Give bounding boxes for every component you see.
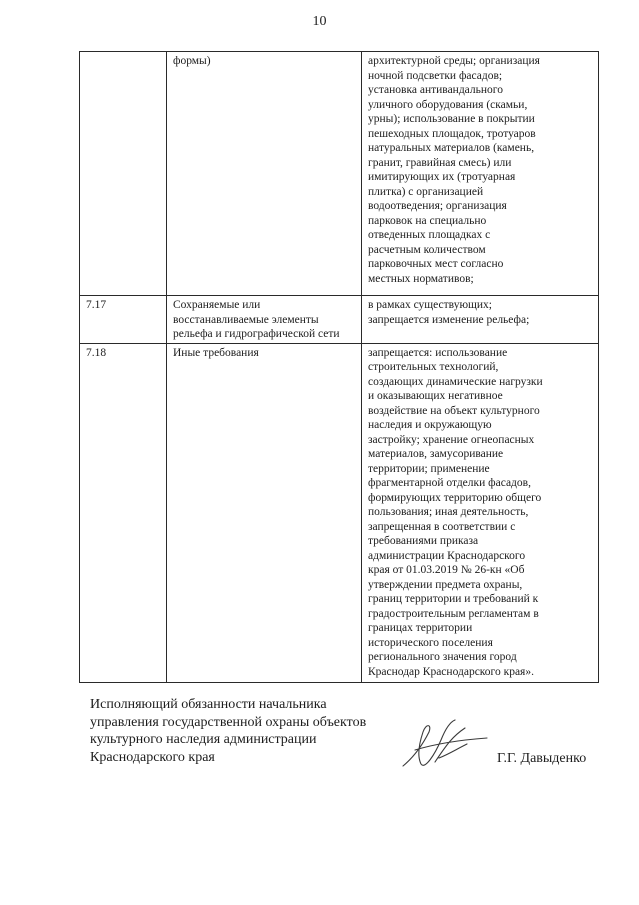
requirement-line: пешеходных площадок, тротуаров <box>368 127 536 140</box>
requirement-line: гранит, гравийная смесь) или <box>368 156 512 169</box>
position-line: управления государственной охраны объектов <box>90 714 367 730</box>
position-line: Краснодарского края <box>90 749 215 765</box>
requirement-line: отведенных площадках с <box>368 229 491 241</box>
requirement-line: местных нормативов; <box>368 272 474 285</box>
requirement-line: в рамках существующих; <box>368 299 492 311</box>
requirement-line: застройку; хранение огнеопасных <box>368 433 535 446</box>
signatory-name: Г.Г. Давыденко <box>497 751 587 766</box>
requirement-line: уличного оборудования (скамьи, <box>368 98 528 111</box>
row-number-cell: 7.18 <box>80 343 167 682</box>
row-number-cell: 7.17 <box>80 296 167 344</box>
requirement-line: плитка) с организацией <box>368 185 484 198</box>
requirement-line: территории; применение <box>368 462 490 475</box>
requirement-line: границах территории <box>368 622 473 634</box>
element-name-cell: Иные требования <box>167 343 362 682</box>
handwritten-signature <box>395 714 495 774</box>
requirement-line: строительных технологий, <box>368 361 499 373</box>
requirements-cell <box>362 343 599 682</box>
page-number: 10 <box>312 14 327 29</box>
requirement-line: расчетным количеством <box>368 243 486 256</box>
requirement-line: фрагментарной отделки фасадов, <box>368 477 531 489</box>
requirement-line: парковочных мест согласно <box>368 258 504 270</box>
requirement-line: Краснодар Краснодарского края». <box>368 665 534 678</box>
requirement-line: запрещенная в соответствии с <box>368 520 516 533</box>
table-row <box>80 52 599 296</box>
table-row <box>80 343 599 682</box>
requirement-line: и оказывающих негативное <box>368 390 503 402</box>
requirement-line: края от 01.03.2019 № 26-кн «Об <box>368 564 525 576</box>
row-number-cell <box>80 52 167 296</box>
requirement-line: водоотведения; организация <box>368 200 507 212</box>
table-row <box>80 296 599 344</box>
requirements-cell <box>362 296 599 344</box>
requirement-line: градостроительным регламентам в <box>368 607 539 620</box>
requirement-line: наследия и окружающую <box>368 419 492 431</box>
element-name-cell: Сохраняемые или восстанавливаемые элементы рельефа и гидрографической сети <box>167 296 362 344</box>
requirement-line: границ территории и требований к <box>368 593 539 605</box>
position-line: Исполняющий обязанности начальника <box>90 697 327 712</box>
requirement-line: утверждении предмета охраны, <box>368 578 523 591</box>
requirement-line: формирующих территорию общего <box>368 491 542 504</box>
requirement-line: имитирующих их (тротуарная <box>368 171 516 183</box>
signatory-position <box>90 696 366 766</box>
requirement-line: пользования; иная деятельность, <box>368 506 529 518</box>
requirement-line: воздействие на объект культурного <box>368 404 540 417</box>
requirement-line: создающих динамические нагрузки <box>368 375 543 388</box>
position-line: культурного наследия администрации <box>90 732 317 747</box>
requirement-line: требованиями приказа <box>368 535 479 547</box>
requirement-line: архитектурной среды; организация <box>368 55 540 67</box>
requirements-table <box>79 51 599 683</box>
requirement-line: администрации Краснодарского <box>368 549 526 562</box>
requirement-line: запрещается изменение рельефа; <box>368 313 530 326</box>
requirement-line: материалов, замусоривание <box>368 448 504 460</box>
requirement-line: регионального значения город <box>368 651 517 663</box>
requirement-line: запрещается: использование <box>368 346 508 359</box>
requirement-line: исторического поселения <box>368 636 493 649</box>
requirement-line: ночной подсветки фасадов; <box>368 69 503 82</box>
requirement-line: установка антивандального <box>368 84 503 96</box>
element-name-cell: формы) <box>167 52 362 296</box>
requirement-line: урны); использование в покрытии <box>368 113 535 125</box>
requirement-line: парковок на специально <box>368 214 487 227</box>
requirements-cell <box>362 52 599 296</box>
requirement-line: натуральных материалов (камень, <box>368 142 535 154</box>
